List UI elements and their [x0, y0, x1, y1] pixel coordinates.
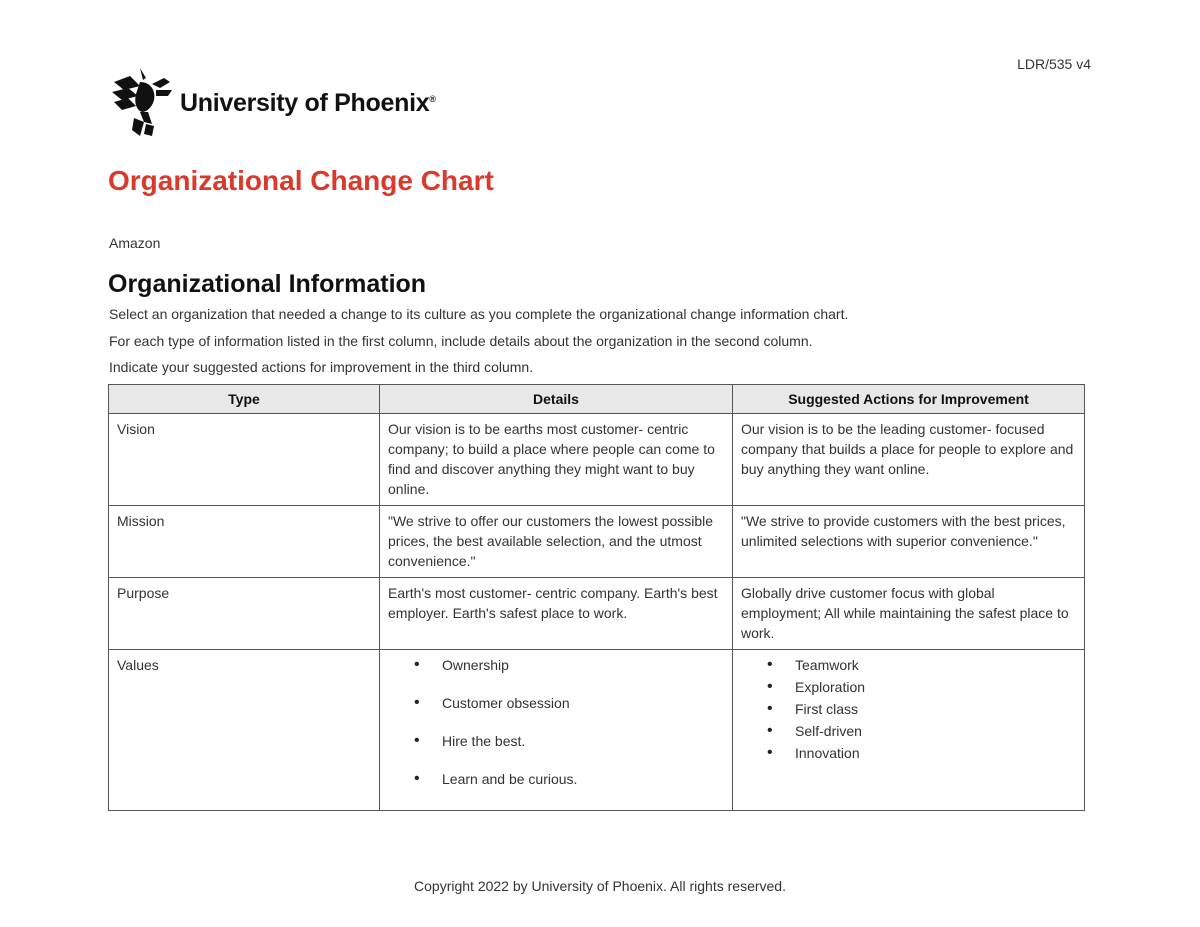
instruction-3: Indicate your suggested actions for improvement in the third column. [109, 359, 534, 375]
row-type: Vision [109, 414, 380, 506]
list-item: • Ownership [388, 655, 724, 675]
row-actions: Our vision is to be the leading customer- focused company that builds a place for people to explore and buy anything they want online. [733, 414, 1085, 506]
row-type: Values [109, 650, 380, 811]
organization-name: Amazon [109, 235, 161, 251]
header-details: Details [380, 385, 733, 414]
row-details: Earth's most customer- centric company. Earth's best employer. Earth's safest place to work. [380, 578, 733, 650]
values-actions-list [741, 655, 1076, 763]
list-item: • Learn and be curious. [388, 769, 724, 789]
phoenix-bird-icon [110, 64, 174, 138]
header-type: Type [109, 385, 380, 414]
table-row-purpose [109, 578, 1085, 650]
row-actions: Globally drive customer focus with global employment; All while maintaining the safest place to work. [733, 578, 1085, 650]
instruction-2: For each type of information listed in the first column, include details about the organization in the second column. [109, 333, 813, 349]
values-details-list [388, 655, 724, 789]
copyright-notice: Copyright 2022 by University of Phoenix. All rights reserved. [414, 878, 786, 894]
row-type: Mission [109, 506, 380, 578]
list-item: • Hire the best. [388, 731, 724, 751]
row-details: "We strive to offer our customers the lowest possible prices, the best available selection, and the utmost convenience." [380, 506, 733, 578]
list-item: • Innovation [741, 743, 1076, 763]
list-item: • First class [741, 699, 1076, 719]
document-title: Organizational Change Chart [108, 165, 494, 196]
row-details: Our vision is to be earths most customer- centric company; to build a place where people can come to find and discover anything they might want to buy online. [380, 414, 733, 506]
row-actions: "We strive to provide customers with the best prices, unlimited selections with superior convenience." [733, 506, 1085, 578]
list-item: • Exploration [741, 677, 1076, 697]
list-item: • Customer obsession [388, 693, 724, 713]
table-row-mission [109, 506, 1085, 578]
list-item: • Self-driven [741, 721, 1076, 741]
course-code: LDR/535 v4 [1017, 56, 1091, 72]
instruction-1: Select an organization that needed a change to its culture as you complete the organizational change information chart. [109, 306, 849, 322]
table-row-vision [109, 414, 1085, 506]
table-row-values [109, 650, 1085, 811]
row-details [380, 650, 733, 811]
logo-wordmark: University of Phoenix [180, 88, 430, 117]
organizational-change-table [108, 384, 1085, 811]
header-actions: Suggested Actions for Improvement [733, 385, 1085, 414]
registered-mark: ® [429, 93, 436, 104]
list-item: • Teamwork [741, 655, 1076, 675]
row-actions [733, 650, 1085, 811]
section-heading: Organizational Information [108, 270, 427, 298]
university-logo [110, 64, 436, 138]
row-type: Purpose [109, 578, 380, 650]
table-header-row [109, 385, 1085, 414]
